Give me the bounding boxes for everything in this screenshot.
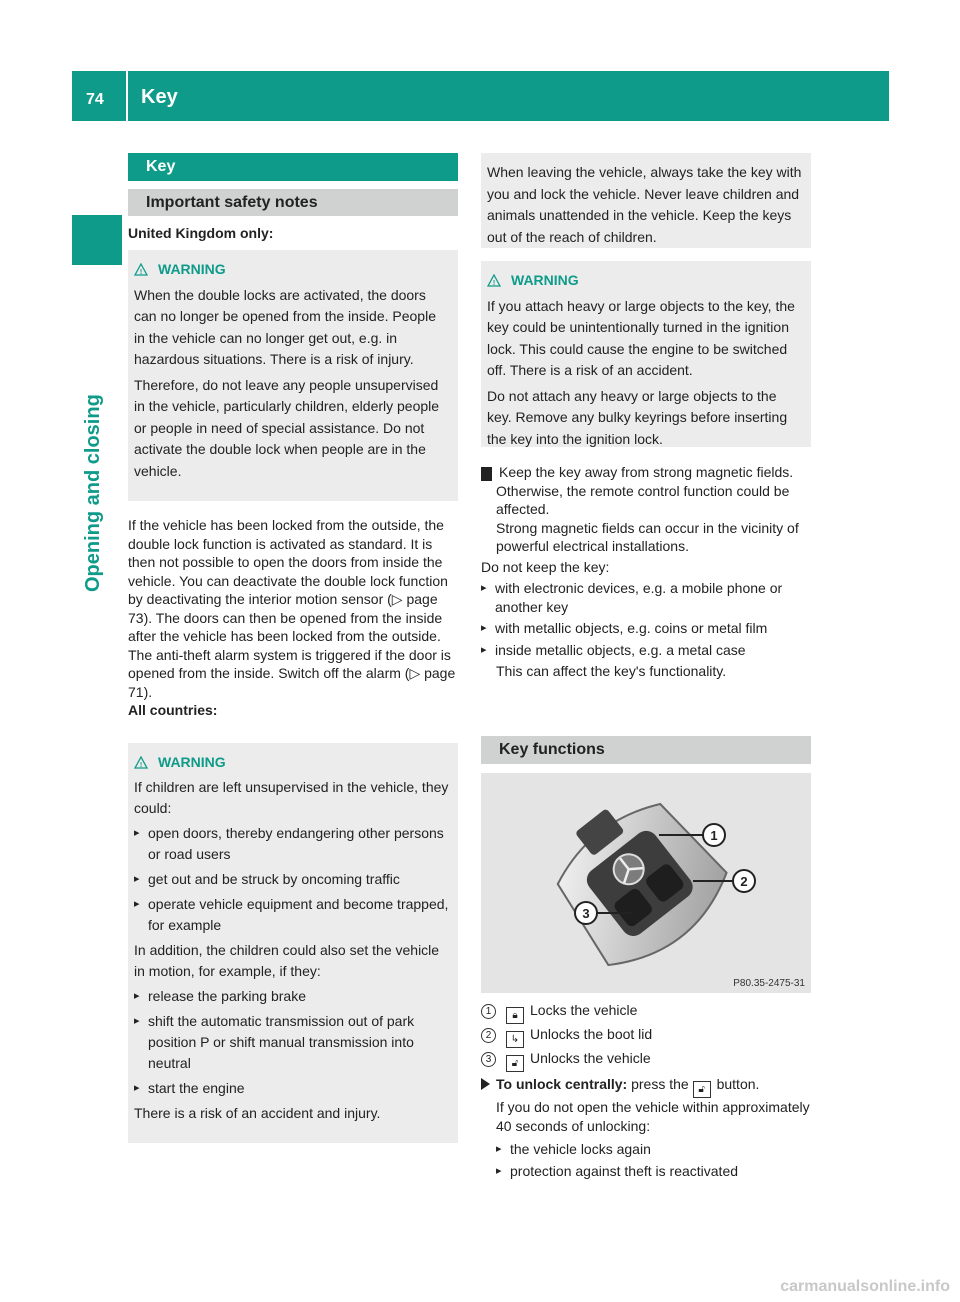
all-countries-label: All countries: [128,702,218,718]
svg-text:!: ! [139,762,143,769]
figure-code: P80.35-2475-31 [733,978,805,989]
section-title-key-functions: Key functions [481,736,811,764]
exclamation-icon: ! [481,467,492,481]
legend-item: 2 ↳ Unlocks the boot lid [481,1024,811,1048]
chapter-title: Opening and closing [82,394,104,592]
list-item: ▸ shift the automatic transmission out of park position P or shift manual transmission into neutral [134,1011,450,1074]
page-number: 74 [86,91,104,108]
warning-heading: ! WARNING [134,259,450,281]
unlock-icon: 🔓︎ [693,1081,711,1098]
warning-box-children [128,743,458,1143]
subsection-title-safety: Important safety notes [128,189,458,216]
watermark-footer: carmanualsonline.info [780,1278,950,1295]
list-item: ▸ with electronic devices, e.g. a mobile phone or another key [481,579,811,616]
step-arrow-icon [481,1078,490,1090]
list-item: ▸ protection against theft is reactivated [496,1161,811,1183]
warning-triangle-icon [134,263,148,276]
warning-box-double-lock [128,250,458,501]
warning-text: In addition, the children could also set the vehicle in motion, for example, if they: [134,942,440,979]
page-title: Key [141,86,178,108]
warning-box-heavy-objects [481,261,811,447]
list-item: ▸ operate vehicle equipment and become trapped, for example [134,894,450,936]
uk-only-label: United Kingdom only: [128,225,274,241]
list-item: ▸ with metallic objects, e.g. coins or metal film [481,619,811,638]
unlock-step: To unlock centrally: press the 🔓︎ button. [481,1074,811,1098]
key-functions-legend: 1 🔒︎ Locks the vehicle 2 ↳ Unlocks the boot lid 3 🔓︎ Unlocks the vehicle To unlock centrally: press the 🔓︎ button. If you do not open the vehicle within approximately 40 seconds of unlocking: ▸ the vehicle locks again ▸ protection against theft is reactivated [481,1000,811,1182]
warning-text: Do not attach any heavy or large objects to the key. Remove any bulky keyrings before inserting the key into the ignition lock. [487,387,788,447]
warning-heading: ! WARNING [134,752,450,773]
list-item: ▸ release the parking brake [134,986,450,1007]
magnetic-note: ! Keep the key away from strong magnetic fields. Otherwise, the remote control function could be affected. Strong magnetic fields can occur in the vicinity of powerful electrical installations. Do not keep the key: ▸ with electronic devices, e.g. a mobile phone or another key ▸ with metallic objects, e.g. coins or metal film ▸ inside metallic objects, e.g. a metal case This can affect the key's functionality. [481,463,811,681]
warning-text: If children are left unsupervised in the vehicle, they could: [134,779,449,816]
callout-3: 3 [582,906,590,921]
legend-item: 3 🔓︎ Unlocks the vehicle [481,1048,811,1072]
callout-1: 1 [710,828,718,843]
info-box-leaving-vehicle: When leaving the vehicle, always take the key with you and lock the vehicle. Never leave children and animals unattended in the vehicle. Keep the keys out of the reach of children. [481,153,811,248]
warning-text: There is a risk of an accident and injury. [134,1105,381,1121]
svg-text:!: ! [139,269,143,277]
warning-text: When the double locks are activated, the doors can no longer be opened from the inside. People in the vehicle can no longer get out, e.g. in hazardous situations. There is a risk of injury. [134,286,436,367]
warning-text: Therefore, do not leave any people unsupervised in the vehicle, particularly children, elderly people or people in need of special assistance. Do not activate the double lock when people are in the vehicle. [134,376,440,479]
list-item: ▸ open doors, thereby endangering other persons or road users [134,823,450,865]
callout-2: 2 [740,874,748,889]
page-header-bar [72,71,889,121]
warning-heading: ! WARNING [487,270,803,292]
warning-triangle-icon [134,756,148,769]
lock-icon: 🔒︎ [506,1007,524,1024]
unlock-icon: 🔓︎ [506,1055,524,1072]
do-not-keep-label: Do not keep the key: [481,558,610,575]
double-lock-body: If the vehicle has been locked from the outside, the double lock function is activated as standard. It is then not possible to open the doors from inside the vehicle. You can deactivate the double lock function by deactivating the interior motion sensor (▷ page 73). The doors can then be opened from the inside after the vehicle has been locked from the outside. The anti-theft alarm system is triggered if the door is opened from the inside. Switch off the alarm (▷ page 71). All countries: [128,516,458,720]
chapter-marker [72,215,122,265]
list-item: ▸ start the engine [134,1078,450,1099]
list-item: ▸ the vehicle locks again [496,1139,811,1161]
key-illustration [481,773,811,993]
list-item: ▸ inside metallic objects, e.g. a metal case [481,641,811,660]
boot-icon: ↳ [506,1031,524,1048]
warning-text: If you attach heavy or large objects to the key, the key could be unintentionally turned in the ignition lock. This could cause the engine to be switched off. There is a risk of an accident. [487,297,795,378]
header-divider [126,71,128,121]
section-title-key: Key [128,153,458,181]
warning-triangle-icon [487,274,501,287]
list-item: ▸ get out and be struck by oncoming traffic [134,869,450,890]
legend-item: 1 🔒︎ Locks the vehicle [481,1000,811,1024]
key-fob-image [481,773,811,993]
svg-text:!: ! [492,280,496,288]
